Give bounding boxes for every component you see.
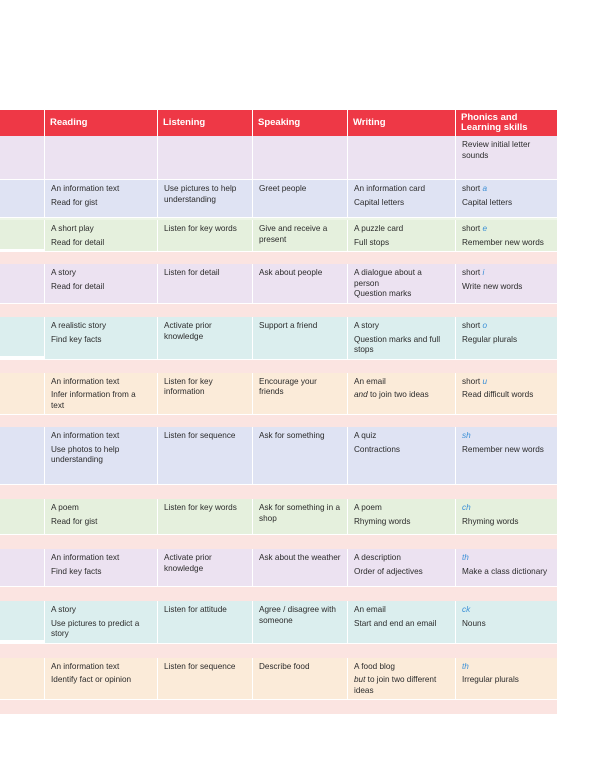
speaking-cell: Describe food [252, 658, 347, 701]
listening-cell: Listen for key words [157, 499, 252, 535]
writing-cell: An email Start and end an email [347, 601, 455, 644]
unit-cell [0, 220, 44, 250]
reading-cell: A short play Read for detail [44, 220, 157, 252]
speaking-cell: Greet people [252, 180, 347, 218]
speaking-cell: Support a friend [252, 317, 347, 360]
writing-cell: An email and to join two ideas [347, 373, 455, 416]
phonics-cell: short e Remember new words [455, 220, 557, 252]
reading-cell: An information text Find key facts [44, 549, 157, 587]
reading-cell: An information text Identify fact or opinion [44, 658, 157, 701]
writing-cell: A story Question marks and full stops [347, 317, 455, 360]
speaking-cell: Encourage your friends [252, 373, 347, 416]
unit-cell [0, 264, 44, 304]
header-listening: Listening [157, 110, 252, 136]
phonics-cell: th Irregular plurals [455, 658, 557, 701]
reading-cell [44, 136, 157, 180]
phonics-cell: short o Regular plurals [455, 317, 557, 360]
writing-cell: An information card Capital letters [347, 180, 455, 218]
writing-cell [347, 136, 455, 180]
speaking-cell: Ask for something [252, 427, 347, 485]
speaking-cell: Ask about the weather [252, 549, 347, 587]
header-writing: Writing [347, 110, 455, 136]
phonics-cell: short a Capital letters [455, 180, 557, 218]
phonics-cell: short i Write new words [455, 264, 557, 304]
writing-cell: A quiz Contractions [347, 427, 455, 485]
listening-cell: Listen for detail [157, 264, 252, 304]
unit-cell [0, 427, 44, 485]
listening-cell [157, 136, 252, 180]
phonics-cell: Review initial letter sounds [455, 136, 557, 180]
reading-cell: A story Use pictures to predict a story [44, 601, 157, 644]
speaking-cell [252, 136, 347, 180]
unit-cell [0, 658, 44, 700]
writing-cell: A food blog but to join two different ideas [347, 658, 455, 701]
reading-cell: An information text Infer information from a text [44, 373, 157, 416]
header-reading: Reading [44, 110, 157, 136]
reading-cell: An information text Use photos to help understanding [44, 427, 157, 485]
reading-cell: An information text Read for gist [44, 180, 157, 218]
reading-cell: A poem Read for gist [44, 499, 157, 535]
listening-cell: Use pictures to help understanding [157, 180, 252, 218]
unit-cell [0, 373, 44, 415]
listening-cell: Listen for key words [157, 220, 252, 252]
reading-cell: A story Read for detail [44, 264, 157, 304]
speaking-cell: Ask about people [252, 264, 347, 304]
phonics-cell: short u Read difficult words [455, 373, 557, 416]
unit-cell [0, 180, 44, 218]
writing-cell: A puzzle card Full stops [347, 220, 455, 252]
writing-cell: A description Order of adjectives [347, 549, 455, 587]
unit-cell [0, 601, 44, 641]
listening-cell: Listen for sequence [157, 427, 252, 485]
speaking-cell: Give and receive a present [252, 220, 347, 252]
unit-cell [0, 549, 44, 587]
listening-cell: Activate prior knowledge [157, 549, 252, 587]
listening-cell: Activate prior knowledge [157, 317, 252, 360]
phonics-cell: sh Remember new words [455, 427, 557, 485]
unit-cell [0, 499, 44, 535]
speaking-cell: Agree / disagree with someone [252, 601, 347, 644]
unit-cell [0, 136, 44, 180]
header-speaking: Speaking [252, 110, 347, 136]
phonics-cell: th Make a class dictionary [455, 549, 557, 587]
writing-cell: A dialogue about a person Question marks [347, 264, 455, 304]
header-unit-column [0, 110, 44, 136]
listening-cell: Listen for attitude [157, 601, 252, 644]
writing-cell: A poem Rhyming words [347, 499, 455, 535]
listening-cell: Listen for key information [157, 373, 252, 416]
listening-cell: Listen for sequence [157, 658, 252, 701]
phonics-cell: ch Rhyming words [455, 499, 557, 535]
reading-cell: A realistic story Find key facts [44, 317, 157, 360]
header-phonics: Phonics and Learning skills [455, 110, 557, 136]
phonics-cell: ck Nouns [455, 601, 557, 644]
unit-cell [0, 317, 44, 357]
speaking-cell: Ask for something in a shop [252, 499, 347, 535]
syllabus-table [0, 110, 557, 714]
